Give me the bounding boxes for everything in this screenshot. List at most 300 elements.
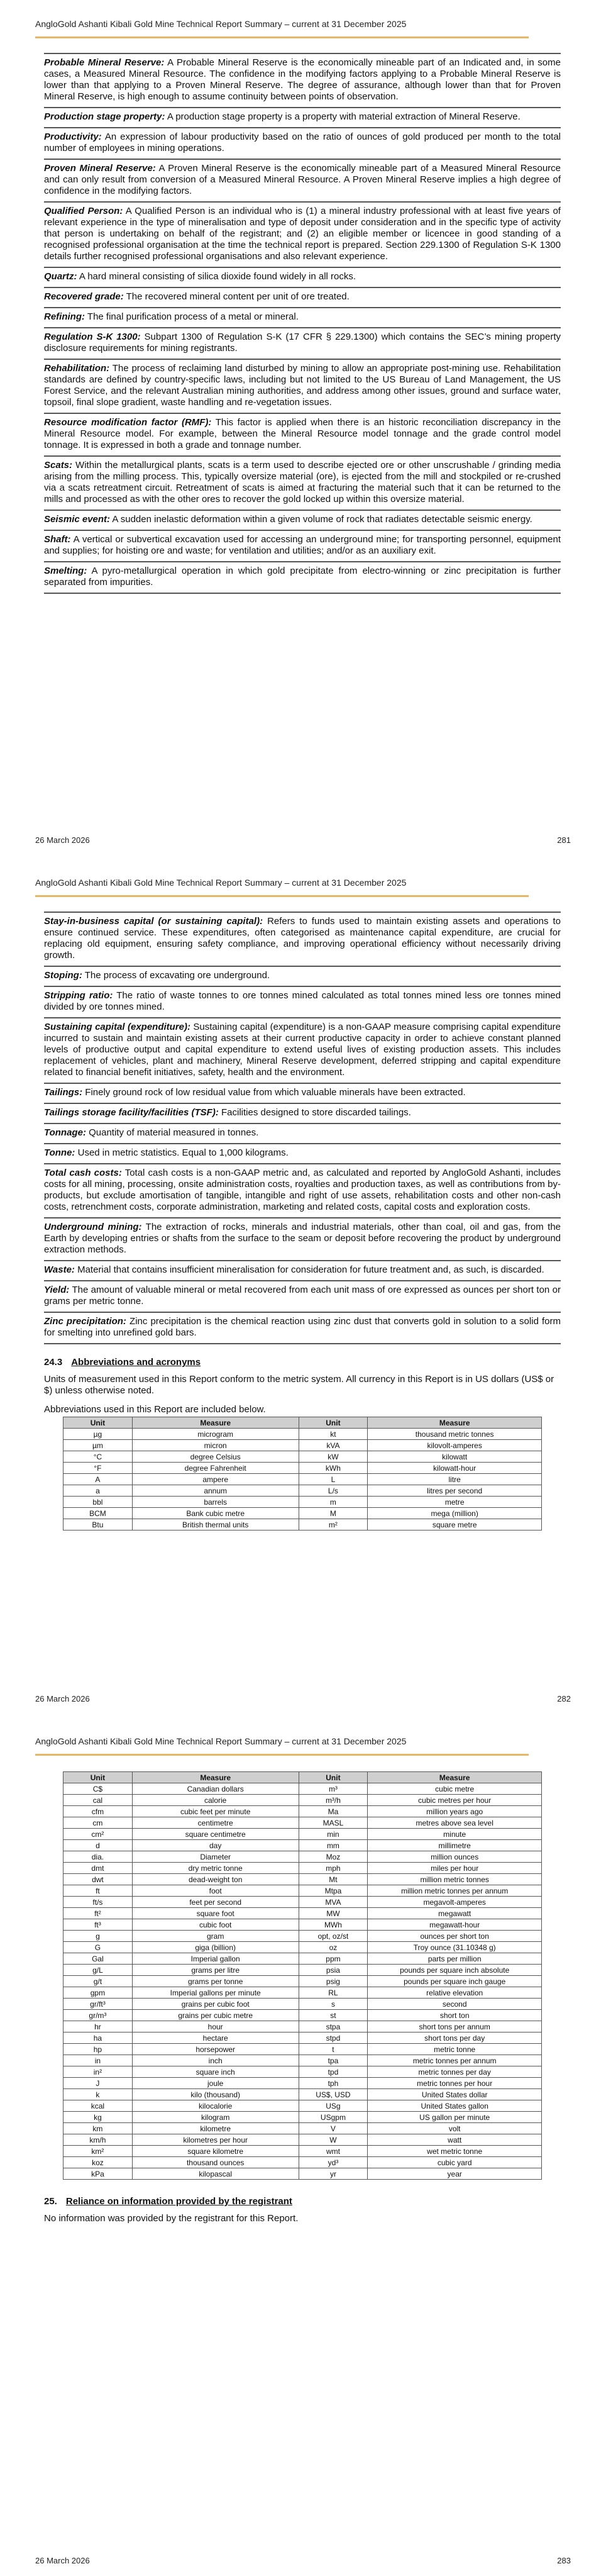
definition-item — [44, 1018, 561, 1084]
definition-term: Seismic event: — [44, 514, 111, 525]
definition-item — [44, 511, 561, 531]
measure-cell: giga (billion) — [132, 1942, 299, 1953]
unit-cell: kcal — [63, 2100, 133, 2112]
definition-term: Probable Mineral Reserve: — [44, 57, 165, 68]
definition-item — [44, 268, 561, 288]
table-row — [63, 1874, 542, 1885]
unit-cell: C$ — [63, 1783, 133, 1795]
unit-cell: ft/s — [63, 1897, 133, 1908]
unit-cell: yd³ — [299, 2157, 368, 2168]
unit-cell: ha — [63, 2032, 133, 2044]
table-row — [63, 1429, 542, 1440]
definition-text: The ratio of waste tonnes to ore tonnes mined calculated as total tonnes mined less ore tonnes mined divided by ore tonnes mined. — [44, 990, 561, 1012]
table-header-row — [63, 1417, 542, 1429]
measure-cell: day — [132, 1840, 299, 1851]
table-row — [63, 2112, 542, 2123]
unit-cell: Mt — [299, 1874, 368, 1885]
definition-item — [44, 987, 561, 1018]
definition-text: The process of excavating ore underground. — [84, 970, 270, 981]
unit-cell: dia. — [63, 1851, 133, 1863]
unit-cell: A — [63, 1474, 133, 1485]
column-header: Unit — [63, 1417, 133, 1429]
page-header: AngloGold Ashanti Kibali Gold Mine Technical Report Summary – current at 31 December 2025 — [35, 19, 407, 29]
definition-item — [44, 328, 561, 360]
measure-cell: million metric tonnes per annum — [368, 1885, 542, 1897]
measure-cell: metric tonnes per hour — [368, 2078, 542, 2089]
measure-cell: kilo (thousand) — [132, 2089, 299, 2100]
measure-cell: metres above sea level — [368, 1817, 542, 1829]
report-page-281 — [0, 0, 606, 859]
footer-date: 26 March 2026 — [35, 1694, 90, 1703]
unit-cell: ppm — [299, 1953, 368, 1965]
definition-term: Proven Mineral Reserve: — [44, 163, 156, 174]
unit-cell: km/h — [63, 2134, 133, 2146]
definition-term: Yield: — [44, 1285, 70, 1295]
measure-cell: square metre — [368, 1519, 542, 1531]
definition-term: Production stage property: — [44, 111, 165, 122]
measure-cell: kilopascal — [132, 2168, 299, 2180]
unit-cell: USgpm — [299, 2112, 368, 2123]
measure-cell: megawatt-hour — [368, 1919, 542, 1931]
unit-cell: kg — [63, 2112, 133, 2123]
definition-term: Stay-in-business capital (or sustaining capital): — [44, 916, 263, 927]
table-row — [63, 2044, 542, 2055]
unit-cell: kWh — [299, 1463, 368, 1474]
measure-cell: grains per cubic foot — [132, 1999, 299, 2010]
unit-cell: tpa — [299, 2055, 368, 2066]
measure-cell: mega (million) — [368, 1508, 542, 1519]
unit-cell: kVA — [299, 1440, 368, 1451]
units-intro: Units of measurement used in this Report conform to the metric system. All currency in this Report is in US dollars (US$ or $) unless otherwise noted. — [44, 1374, 554, 1396]
column-header: Unit — [63, 1772, 133, 1783]
measure-cell: US gallon per minute — [368, 2112, 542, 2123]
unit-cell: Mtpa — [299, 1885, 368, 1897]
table-row — [63, 2032, 542, 2044]
unit-cell: wmt — [299, 2146, 368, 2157]
definition-text: The process of reclaiming land disturbed by mining to allow an appropriate post-mining use. Rehabilitation standards are defined by country-specific laws, including but not limited to the US Bureau of Land Management, the US Forest Service, and the relevant Australian mining authorities, and address among other issues, ground and surface water, topsoil, final slope gradient, waste handling and re-vegetation issues. — [44, 363, 561, 408]
measure-cell: Imperial gallons per minute — [132, 1987, 299, 1999]
definition-text: Refers to funds used to maintain existing assets and operations to ensure continued service. These expenditures, often categorised as maintenance capital expenditure, are crucial for replacing old equipment, ensuring safety compliance, and improving operational efficiency without necessarily driving growth. — [44, 916, 561, 961]
definition-term: Tonne: — [44, 1147, 75, 1158]
unit-cell: dwt — [63, 1874, 133, 1885]
table-row — [63, 1851, 542, 1863]
measure-cell: United States dollar — [368, 2089, 542, 2100]
unit-cell: J — [63, 2078, 133, 2089]
table-row — [63, 1519, 542, 1531]
page-number: 282 — [557, 1694, 571, 1703]
measure-cell: grams per tonne — [132, 1976, 299, 1987]
definition-text: A sudden inelastic deformation within a given volume of rock that radiates detectable seismic energy. — [112, 514, 532, 525]
definition-term: Scats: — [44, 460, 73, 471]
measure-cell: kilometre — [132, 2123, 299, 2134]
section-title: Abbreviations and acronyms — [71, 1357, 201, 1368]
unit-cell: USg — [299, 2100, 368, 2112]
table-row — [63, 2021, 542, 2032]
measure-cell: inch — [132, 2055, 299, 2066]
definition-text: Used in metric statistics. Equal to 1,000 kilograms. — [77, 1147, 289, 1158]
header-rule — [35, 36, 529, 38]
measure-cell: cubic yard — [368, 2157, 542, 2168]
measure-cell: short tons per day — [368, 2032, 542, 2044]
measure-cell: cubic foot — [132, 1919, 299, 1931]
unit-cell: BCM — [63, 1508, 133, 1519]
definition-item — [44, 531, 561, 562]
column-header: Measure — [368, 1772, 542, 1783]
unit-cell: dmt — [63, 1863, 133, 1874]
definition-term: Sustaining capital (expenditure): — [44, 1022, 190, 1032]
measure-cell: grains per cubic metre — [132, 2010, 299, 2021]
measure-cell: micron — [132, 1440, 299, 1451]
unit-cell: m — [299, 1497, 368, 1508]
table-row — [63, 1508, 542, 1519]
definition-text: A Qualified Person is an individual who is (1) a mineral industry professional with at least five years of relevant experience in the type of mineralisation and type of deposit under consideration and in the specific type of activity that person is undertaking on behalf of the registrant; and (2) an eligible member or licencee in good standing of a recognised professional organisation at the time the technical report is prepared. Section 229.1300 of Regulation S-K 1300 details further recognised professional organisations and also relevant experience. — [44, 206, 561, 262]
measure-cell: short ton — [368, 2010, 542, 2021]
unit-cell: kW — [299, 1451, 368, 1463]
unit-cell: °F — [63, 1463, 133, 1474]
definition-text: Material that contains insufficient mineralisation for consideration for future treatment and, as such, is discarded. — [77, 1264, 544, 1275]
unit-cell: M — [299, 1508, 368, 1519]
unit-cell: g/L — [63, 1965, 133, 1976]
measure-cell: pounds per square inch absolute — [368, 1965, 542, 1976]
unit-cell: in² — [63, 2066, 133, 2078]
table-row — [63, 1817, 542, 1829]
measure-cell: cubic feet per minute — [132, 1806, 299, 1817]
table-row — [63, 1474, 542, 1485]
measure-cell: million metric tonnes — [368, 1874, 542, 1885]
section-number: 24.3 — [44, 1357, 63, 1368]
measure-cell: centimetre — [132, 1817, 299, 1829]
definition-text: Subpart 1300 of Regulation S-K (17 CFR § 229.1300) which contains the SEC’s mining property disclosure requirements for mining registrants. — [44, 332, 561, 354]
unit-cell: min — [299, 1829, 368, 1840]
table-row — [63, 1942, 542, 1953]
definition-text: The recovered mineral content per unit of ore treated. — [126, 291, 350, 302]
unit-cell: Ma — [299, 1806, 368, 1817]
unit-cell: G — [63, 1942, 133, 1953]
table-row — [63, 1976, 542, 1987]
measure-cell: square kilometre — [132, 2146, 299, 2157]
measure-cell: foot — [132, 1885, 299, 1897]
measure-cell: miles per hour — [368, 1863, 542, 1874]
measure-cell: pounds per square inch gauge — [368, 1976, 542, 1987]
definition-text: Total cash costs is a non-GAAP metric and, as calculated and reported by AngloGold Ashanti, includes costs for all mining, processing, onsite administration costs, royalties and production taxes, as well as contributions from by-products, but exclude amortisation of tangible, intangible and right of use assets, rehabilitation costs and other non-cash costs, retrenchment costs, corporate administration, marketing and related costs, capital costs and exploration costs. — [44, 1168, 561, 1212]
table-row — [63, 1485, 542, 1497]
unit-cell: ft — [63, 1885, 133, 1897]
page-number: 281 — [557, 835, 571, 845]
measure-cell: grams per litre — [132, 1965, 299, 1976]
measure-cell: degree Fahrenheit — [132, 1463, 299, 1474]
definition-item — [44, 1281, 561, 1313]
measure-cell: hour — [132, 2021, 299, 2032]
footer-date: 26 March 2026 — [35, 835, 90, 845]
measure-cell: wet metric tonne — [368, 2146, 542, 2157]
table-row — [63, 1863, 542, 1874]
measure-cell: Diameter — [132, 1851, 299, 1863]
unit-cell: k — [63, 2089, 133, 2100]
unit-cell: t — [299, 2044, 368, 2055]
definition-text: The final purification process of a metal or mineral. — [87, 311, 299, 322]
definition-term: Smelting: — [44, 566, 87, 576]
definition-item — [44, 1313, 561, 1344]
measure-cell: Imperial gallon — [132, 1953, 299, 1965]
measure-cell: British thermal units — [132, 1519, 299, 1531]
definition-text: A production stage property is a property with material extraction of Mineral Reserve. — [167, 111, 521, 122]
measure-cell: joule — [132, 2078, 299, 2089]
definition-text: An expression of labour productivity based on the ratio of ounces of gold produced per month to the total number of employees in mining operations. — [44, 131, 561, 153]
unit-cell: yr — [299, 2168, 368, 2180]
column-header: Unit — [299, 1417, 368, 1429]
definition-term: Total cash costs: — [44, 1168, 122, 1178]
unit-cell: in — [63, 2055, 133, 2066]
table-row — [63, 1440, 542, 1451]
definition-text: Facilities designed to store discarded tailings. — [221, 1107, 411, 1118]
report-page-282 — [0, 859, 606, 1717]
column-header: Unit — [299, 1772, 368, 1783]
unit-cell: US$, USD — [299, 2089, 368, 2100]
measure-cell: metric tonne — [368, 2044, 542, 2055]
definition-text: The extraction of rocks, minerals and industrial materials, other than coal, oil and gas, from the Earth by developing entries or shafts from the surface to the seam or deposit before recovering the product by underground extraction methods. — [44, 1222, 561, 1255]
table-row — [63, 1451, 542, 1463]
measure-cell: million years ago — [368, 1806, 542, 1817]
definition-text: Within the metallurgical plants, scats is a term used to describe ejected ore or other unscrushable / grinding media arising from the milling process. This, typically oversize material (ore), is ejected from the mill and stockpiled or re-crushed via a scats retreatment circuit. Retreatment of scats is aimed at fracturing the material such that it can be returned to the mills and processed as with the other ores to recover the gold locked up within this oversize material. — [44, 460, 561, 505]
definition-term: Stripping ratio: — [44, 990, 113, 1001]
measure-cell: kilocalorie — [132, 2100, 299, 2112]
definition-item — [44, 457, 561, 511]
unit-cell: m³ — [299, 1783, 368, 1795]
measure-cell: gram — [132, 1931, 299, 1942]
measure-cell: litres per second — [368, 1485, 542, 1497]
measure-cell: kilowatt-hour — [368, 1463, 542, 1474]
table-row — [63, 2078, 542, 2089]
unit-cell: psig — [299, 1976, 368, 1987]
measure-cell: annum — [132, 1485, 299, 1497]
unit-cell: RL — [299, 1987, 368, 1999]
definition-item — [44, 108, 561, 128]
unit-cell: g/t — [63, 1976, 133, 1987]
measure-cell: thousand ounces — [132, 2157, 299, 2168]
unit-cell: km — [63, 2123, 133, 2134]
measure-cell: horsepower — [132, 2044, 299, 2055]
definition-term: Stoping: — [44, 970, 82, 981]
measure-cell: dry metric tonne — [132, 1863, 299, 1874]
page-number: 283 — [557, 2556, 571, 2565]
unit-cell: µg — [63, 1429, 133, 1440]
measure-cell: kilometres per hour — [132, 2134, 299, 2146]
measure-cell: megavolt-amperes — [368, 1897, 542, 1908]
measure-cell: ounces per short ton — [368, 1931, 542, 1942]
table-row — [63, 1931, 542, 1942]
measure-cell: cubic metres per hour — [368, 1795, 542, 1806]
table-row — [63, 1497, 542, 1508]
definition-text: Finely ground rock of low residual value from which valuable minerals have been extracted. — [85, 1087, 466, 1098]
measure-cell: kilovolt-amperes — [368, 1440, 542, 1451]
table-intro: Abbreviations used in this Report are included below. — [44, 1404, 266, 1415]
table-row — [63, 2146, 542, 2157]
measure-cell: metre — [368, 1497, 542, 1508]
table-row — [63, 2055, 542, 2066]
report-page-283 — [0, 1717, 606, 2576]
section-heading — [44, 1357, 561, 1368]
definition-item — [44, 1164, 561, 1218]
abbreviations-table — [63, 1771, 542, 2180]
unit-cell: m³/h — [299, 1795, 368, 1806]
definition-term: Tailings: — [44, 1087, 83, 1098]
unit-cell: gpm — [63, 1987, 133, 1999]
definition-text: A vertical or subvertical excavation used for accessing an underground mine; for transporting personnel, equipment and supplies; for hoisting ore and waste; for ventilation and utilities; and/or as an auxiliary exit. — [44, 534, 561, 556]
measure-cell: volt — [368, 2123, 542, 2134]
table-row — [63, 1965, 542, 1976]
measure-cell: minute — [368, 1829, 542, 1840]
unit-cell: cm — [63, 1817, 133, 1829]
unit-cell: kPa — [63, 2168, 133, 2180]
measure-cell: kilowatt — [368, 1451, 542, 1463]
definition-text: Quantity of material measured in tonnes. — [89, 1127, 259, 1138]
measure-cell: microgram — [132, 1429, 299, 1440]
column-header: Measure — [368, 1417, 542, 1429]
table-row — [63, 1919, 542, 1931]
measure-cell: kilogram — [132, 2112, 299, 2123]
definition-term: Tailings storage facility/facilities (TSF): — [44, 1107, 219, 1118]
measure-cell: Bank cubic metre — [132, 1508, 299, 1519]
measure-cell: millimetre — [368, 1840, 542, 1851]
table-row — [63, 1795, 542, 1806]
table-row — [63, 1953, 542, 1965]
definition-term: Shaft: — [44, 534, 71, 545]
section-number: 25. — [44, 2196, 57, 2207]
unit-cell: mph — [299, 1863, 368, 1874]
definition-term: Recovered grade: — [44, 291, 124, 302]
definition-text: A Proven Mineral Reserve is the economically mineable part of a Measured Mineral Resource and can only result from conversion of a Measured Mineral Resource. A Proven Mineral Reserve implies a high degree of confidence in the modifying factors. — [44, 163, 561, 196]
measure-cell: relative elevation — [368, 1987, 542, 1999]
table-row — [63, 2010, 542, 2021]
measure-cell: square foot — [132, 1908, 299, 1919]
unit-cell: V — [299, 2123, 368, 2134]
table-row — [63, 1999, 542, 2010]
table-row — [63, 2089, 542, 2100]
section-heading — [44, 2196, 561, 2207]
definition-text: A hard mineral consisting of silica dioxide found widely in all rocks. — [79, 271, 356, 282]
table-row — [63, 2134, 542, 2146]
unit-cell: mm — [299, 1840, 368, 1851]
measure-cell: dead-weight ton — [132, 1874, 299, 1885]
table-row — [63, 1840, 542, 1851]
unit-cell: MWh — [299, 1919, 368, 1931]
definition-term: Regulation S-K 1300: — [44, 332, 141, 342]
definition-item — [44, 53, 561, 108]
measure-cell: year — [368, 2168, 542, 2180]
header-rule — [35, 1754, 529, 1756]
unit-cell: cm² — [63, 1829, 133, 1840]
measure-cell: thousand metric tonnes — [368, 1429, 542, 1440]
definition-item — [44, 360, 561, 414]
definition-text: Zinc precipitation is the chemical reaction using zinc dust that converts gold in solution to a solid form for smelting into unrefined gold bars. — [44, 1316, 561, 1338]
measure-cell: short tons per annum — [368, 2021, 542, 2032]
definition-term: Productivity: — [44, 131, 102, 142]
table-header-row — [63, 1772, 542, 1783]
unit-cell: s — [299, 1999, 368, 2010]
unit-cell: L/s — [299, 1485, 368, 1497]
unit-cell: m² — [299, 1519, 368, 1531]
definition-term: Rehabilitation: — [44, 363, 110, 374]
definition-item — [44, 1144, 561, 1164]
table-row — [63, 1987, 542, 1999]
definition-text: The amount of valuable mineral or metal recovered from each unit mass of ore expressed as ounces per short ton or grams per metric tonne. — [44, 1285, 561, 1307]
measure-cell: megawatt — [368, 1908, 542, 1919]
measure-cell: ampere — [132, 1474, 299, 1485]
measure-cell: metric tonnes per annum — [368, 2055, 542, 2066]
unit-cell: km² — [63, 2146, 133, 2157]
unit-cell: a — [63, 1485, 133, 1497]
definition-term: Refining: — [44, 311, 85, 322]
measure-cell: metric tonnes per day — [368, 2066, 542, 2078]
unit-cell: Btu — [63, 1519, 133, 1531]
unit-cell: µm — [63, 1440, 133, 1451]
definition-text: A pyro-metallurgical operation in which gold precipitate from electro-winning or zinc precipitation is further separated from impurities. — [44, 566, 561, 588]
unit-cell: gr/m³ — [63, 2010, 133, 2021]
measure-cell: degree Celsius — [132, 1451, 299, 1463]
definition-item — [44, 1124, 561, 1144]
definition-item — [44, 160, 561, 203]
unit-cell: hr — [63, 2021, 133, 2032]
definition-item — [44, 1084, 561, 1104]
definition-item — [44, 562, 561, 594]
definition-item — [44, 128, 561, 160]
abbreviations-table-body — [63, 1429, 542, 1531]
table-row — [63, 1908, 542, 1919]
definition-term: Resource modification factor (RMF): — [44, 417, 212, 428]
unit-cell: g — [63, 1931, 133, 1942]
unit-cell: opt, oz/st — [299, 1931, 368, 1942]
table-row — [63, 1783, 542, 1795]
measure-cell: litre — [368, 1474, 542, 1485]
definition-item — [44, 288, 561, 308]
unit-cell: ft³ — [63, 1919, 133, 1931]
measure-cell: United States gallon — [368, 2100, 542, 2112]
footer-date: 26 March 2026 — [35, 2556, 90, 2565]
unit-cell: gr/ft³ — [63, 1999, 133, 2010]
definition-item — [44, 1104, 561, 1124]
unit-cell: bbl — [63, 1497, 133, 1508]
measure-cell: watt — [368, 2134, 542, 2146]
definition-term: Waste: — [44, 1264, 75, 1275]
column-header: Measure — [132, 1772, 299, 1783]
unit-cell: L — [299, 1474, 368, 1485]
definitions-list — [44, 912, 561, 1531]
definition-item — [44, 1261, 561, 1281]
abbreviations-table-body — [63, 1783, 542, 2180]
table-row — [63, 2123, 542, 2134]
definition-text: Sustaining capital (expenditure) is a non-GAAP measure comprising capital expenditure incurred to sustain and maintain existing assets at their current productive capacity in order to achieve constant planned levels of productive output and capital expenditure to extend useful lives of existing production assets. This includes replacement of vehicles, plant and machinery, Mineral Reserve development, deferred stripping and capital expenditure related to financial benefit initiatives, safety, health and the environment. — [44, 1022, 561, 1078]
unit-cell: tpd — [299, 2066, 368, 2078]
definition-text: A Probable Mineral Reserve is the economically mineable part of an Indicated and, in some cases, a Measured Mineral Resource. The confidence in the modifying factors applying to a Probable Mineral Reserve is lower than that applying to a Proven Mineral Reserve. The degree of assurance, although lower than that for Proven Mineral Reserve, is high enough to assume continuity between points of observation. — [44, 57, 561, 102]
definition-item — [44, 308, 561, 328]
definition-text: This factor is applied when there is an historic reconciliation discrepancy in the Mineral Resource model. For example, between the Mineral Resource model tonnage and the grade control model tonnage. It is expressed in both a grade and tonnage number. — [44, 417, 561, 450]
unit-cell: MVA — [299, 1897, 368, 1908]
unit-cell: koz — [63, 2157, 133, 2168]
unit-cell: stpd — [299, 2032, 368, 2044]
measure-cell: million ounces — [368, 1851, 542, 1863]
page-header: AngloGold Ashanti Kibali Gold Mine Technical Report Summary – current at 31 December 2025 — [35, 1736, 407, 1746]
unit-cell: cal — [63, 1795, 133, 1806]
section-title: Reliance on information provided by the registrant — [65, 2196, 292, 2207]
unit-cell: cfm — [63, 1806, 133, 1817]
unit-cell: MW — [299, 1908, 368, 1919]
definition-term: Qualified Person: — [44, 206, 123, 216]
table-row — [63, 2066, 542, 2078]
definitions-list — [44, 53, 561, 594]
definition-term: Zinc precipitation: — [44, 1316, 126, 1327]
table-row — [63, 2168, 542, 2180]
unit-cell: d — [63, 1840, 133, 1851]
